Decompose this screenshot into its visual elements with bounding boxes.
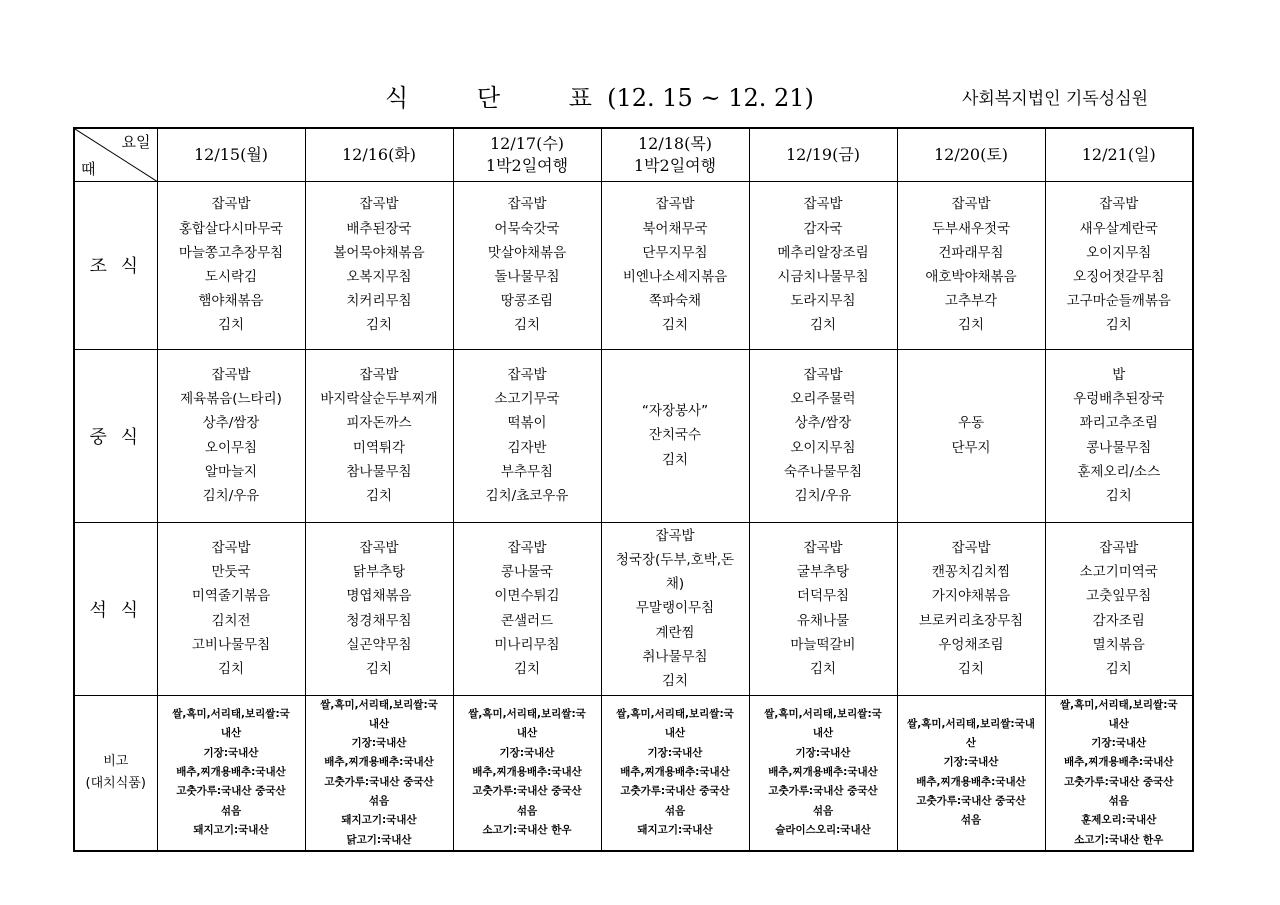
remarks-line: 섞음 [368, 794, 390, 807]
remarks-line: 쌀,흑미,서리태,보리쌀:국 [320, 698, 438, 711]
menu-item: 캔꽁치김치찜 [931, 564, 1011, 581]
menu-item: 잡곡밥 [951, 539, 991, 556]
menu-item: 김치 [661, 317, 689, 334]
menu-item: 김치 [365, 487, 393, 504]
menu-cell [897, 349, 1045, 522]
menu-item: 닭부추탕 [352, 564, 406, 581]
meal-label-dinner: 석 식 [74, 522, 157, 695]
remarks-cell [305, 695, 453, 851]
menu-item: 잡곡밥 [507, 539, 547, 556]
day-header [157, 128, 305, 181]
menu-item: 잡곡밥 [359, 539, 399, 556]
day-date: 12/17(수) [489, 133, 565, 153]
menu-item: 김치/쵸코우유 [485, 487, 569, 504]
remarks-line: 고춧가루:국내산 중국산 [324, 775, 434, 788]
menu-item: 멸치볶음 [1092, 636, 1145, 653]
menu-item: 잡곡밥 [803, 539, 843, 556]
remarks-line: 섞음 [220, 804, 242, 817]
menu-cell [157, 522, 305, 695]
remarks-row [74, 695, 1193, 851]
menu-item: 피자돈까스 [346, 415, 412, 432]
menu-item: 청경채무침 [346, 612, 412, 629]
menu-item: 무말랭이무침 [635, 600, 715, 617]
menu-cell [897, 522, 1045, 695]
remarks-line: 배추,찌개용배추:국내산 [620, 766, 730, 779]
menu-item: 어묵숙갓국 [494, 220, 560, 237]
menu-item: 청국장(두부,호박,돈 [615, 551, 735, 568]
menu-item: 잡곡밥 [803, 366, 843, 383]
remarks-line: 배추,찌개용배추:국내산 [472, 766, 582, 779]
remarks-line: 내산 [1108, 717, 1129, 730]
menu-cell [601, 349, 749, 522]
day-header [1045, 128, 1193, 181]
menu-item: 애호박야채볶음 [925, 269, 1017, 285]
menu-item: 김치 [809, 317, 837, 334]
menu-cell [305, 181, 453, 349]
menu-item: 훈제오리/소스 [1077, 463, 1161, 480]
menu-item: 소고기무국 [494, 391, 560, 408]
organization-name: 사회복지법인 기독성심원 [962, 89, 1149, 109]
remarks-line: 배추,찌개용배추:국내산 [1063, 756, 1174, 769]
remarks-line: 쌀,흑미,서리태,보리쌀:국 [468, 708, 586, 721]
remarks-line: 기장:국내산 [203, 746, 259, 759]
menu-item: 치커리무침 [346, 293, 412, 310]
remarks-line: 기장:국내산 [795, 746, 851, 759]
corner-header-cell [74, 128, 157, 181]
menu-item: 잡곡밥 [655, 527, 695, 544]
remarks-cell [601, 695, 749, 851]
menu-item: 더덕무침 [796, 588, 850, 605]
menu-cell [453, 181, 601, 349]
menu-item: 마늘떡갈비 [790, 636, 856, 653]
remarks-line: 내산 [812, 727, 834, 740]
menu-cell [1045, 522, 1193, 695]
remarks-line: 닭고기:국내산 [346, 833, 412, 846]
menu-item: 오이지무침 [790, 439, 856, 456]
menu-item: 김치/우유 [202, 487, 260, 504]
corner-day-label: 요일 [121, 133, 151, 151]
menu-item: 이면수튀김 [494, 588, 560, 605]
remarks-line: 고춧가루:국내산 중국산 [620, 785, 730, 798]
corner-meal-label: 때 [81, 159, 96, 178]
remarks-line: 산 [965, 737, 977, 750]
menu-item: 콩나물무침 [1086, 439, 1152, 456]
menu-item: 우동 [957, 415, 985, 432]
menu-cell [601, 522, 749, 695]
menu-item: 도시락김 [204, 269, 258, 285]
menu-item: 시금치나물무침 [777, 269, 869, 285]
menu-item: 볼어묵야채볶음 [333, 244, 425, 261]
menu-item: 잡곡밥 [359, 196, 399, 213]
menu-cell [453, 522, 601, 695]
menu-item: 오리주물럭 [790, 391, 856, 408]
menu-item: 잡곡밥 [1099, 196, 1139, 213]
menu-cell [453, 349, 601, 522]
remarks-cell [749, 695, 897, 851]
menu-item: 떡볶이 [507, 415, 547, 432]
remarks-label-cell [74, 695, 157, 851]
remarks-line: 배추,찌개용배추:국내산 [324, 756, 434, 769]
day-note: 1박2일여행 [633, 155, 717, 175]
remarks-line: 쌀,흑미,서리태,보리쌀:국 [172, 708, 290, 721]
day-header [453, 128, 601, 181]
menu-item: 브로커리초장무침 [918, 612, 1024, 629]
menu-item: 잡곡밥 [359, 366, 399, 383]
menu-item: 김치 [957, 660, 985, 677]
menu-item: 김치 [513, 660, 541, 677]
remarks-line: 배추,찌개용배추:국내산 [916, 775, 1026, 788]
meal-row [74, 522, 1193, 695]
menu-item: 미역줄기볶음 [191, 588, 271, 605]
menu-item: 김치 [809, 660, 837, 677]
menu-cell [305, 522, 453, 695]
day-header [601, 128, 749, 181]
menu-item: 오징어젓갈무침 [1073, 269, 1165, 285]
meal-row [74, 349, 1193, 522]
menu-item: 홍합살다시마무국 [178, 220, 284, 237]
menu-item: 김치 [365, 660, 393, 677]
menu-item: 돌나물무침 [494, 269, 560, 285]
menu-item: 제육볶음(느타리) [180, 391, 282, 408]
menu-item: 햄야채볶음 [198, 293, 264, 310]
menu-item: 김치 [217, 317, 245, 334]
menu-item: 잡곡밥 [803, 196, 843, 213]
menu-item: 잡곡밥 [211, 196, 251, 213]
remarks-line: 기장:국내산 [1091, 737, 1147, 750]
meal-row [74, 181, 1193, 349]
menu-item: 잔치국수 [648, 427, 702, 444]
menu-item: 김치 [661, 451, 689, 468]
remarks-line: 기장:국내산 [499, 746, 555, 759]
menu-item: 건파래무침 [938, 244, 1004, 261]
remarks-cell [157, 695, 305, 851]
remarks-line: 섞음 [1108, 794, 1129, 807]
meal-plan-table [73, 127, 1194, 852]
remarks-line: 고춧가루:국내산 중국산 [176, 785, 286, 798]
menu-item: 김치 [513, 317, 541, 334]
remarks-cell [1045, 695, 1193, 851]
page-title-bar [0, 78, 1280, 114]
menu-cell [157, 349, 305, 522]
remarks-line: 쌀,흑미,서리태,보리쌀:국 [764, 708, 882, 721]
remarks-line: 슬라이스오리:국내산 [775, 823, 871, 836]
menu-item: 알마늘지 [204, 463, 258, 480]
menu-item: 김치 [661, 673, 689, 689]
menu-item: 두부새우젓국 [931, 220, 1011, 237]
remarks-line: 내산 [516, 727, 538, 740]
remarks-line: 고춧가루:국내산 중국산 [916, 794, 1026, 807]
menu-item: 김치 [365, 317, 393, 334]
remarks-line: 고춧가루:국내산 중국산 [1064, 775, 1174, 788]
menu-item: 소고기미역국 [1079, 564, 1158, 581]
day-date: 12/21(일) [1081, 144, 1156, 164]
remarks-line: 내산 [220, 727, 242, 740]
remarks-line: 고춧가루:국내산 중국산 [768, 785, 878, 798]
menu-item: 도라지무침 [790, 293, 856, 310]
menu-item: 우렁배추된장국 [1073, 391, 1165, 408]
day-date: 12/18(목) [637, 133, 713, 153]
remarks-line: 섞음 [960, 814, 982, 827]
menu-item: 숙주나물무침 [783, 463, 863, 480]
remarks-line: 돼지고기:국내산 [193, 823, 269, 836]
remarks-line: 기장:국내산 [943, 756, 999, 769]
menu-item: 굴부추탕 [796, 564, 850, 581]
meal-label-breakfast: 조 식 [74, 181, 157, 349]
remarks-line: 돼지고기:국내산 [341, 814, 417, 827]
remarks-label: 비고 [103, 753, 129, 769]
menu-item: 계란찜 [655, 624, 695, 641]
menu-item: 메추리알장조림 [777, 244, 869, 261]
meal-label-lunch: 중 식 [74, 349, 157, 522]
menu-item: 꽈리고추조림 [1079, 415, 1158, 432]
remarks-line: 돼지고기:국내산 [637, 823, 713, 836]
remarks-cell [453, 695, 601, 851]
remarks-line: 배추,찌개용배추:국내산 [768, 766, 878, 779]
menu-item: 채) [665, 576, 685, 593]
menu-item: 고추부각 [944, 293, 998, 310]
menu-cell [601, 181, 749, 349]
header-row [74, 128, 1193, 181]
menu-item: 김치 [1105, 487, 1132, 504]
menu-item: 감자조림 [1092, 612, 1145, 629]
menu-item: 맛살야채볶음 [487, 244, 567, 261]
menu-item: 감자국 [803, 220, 843, 237]
remarks-line: 배추,찌개용배추:국내산 [176, 766, 286, 779]
menu-item: 잡곡밥 [507, 196, 547, 213]
menu-item: 북어채무국 [642, 220, 708, 237]
menu-item: 김치 [217, 660, 245, 677]
remarks-line: 섞음 [516, 804, 538, 817]
menu-item: 잡곡밥 [211, 539, 251, 556]
menu-item: 고비나물무침 [191, 636, 271, 653]
menu-cell [749, 349, 897, 522]
menu-item: 콩나물국 [500, 564, 554, 581]
menu-item: 유채나물 [796, 612, 850, 629]
menu-cell [897, 181, 1045, 349]
menu-item: 김치 [957, 317, 985, 334]
day-date: 12/20(토) [933, 144, 1009, 164]
menu-item: 실곤약무침 [346, 636, 412, 653]
menu-item: 부추무침 [500, 463, 554, 480]
menu-item: 김치 [1105, 317, 1132, 334]
menu-item: 오복지무침 [346, 269, 412, 285]
menu-item: 상추/쌈장 [794, 415, 852, 432]
day-date: 12/15(월) [193, 144, 269, 164]
menu-item: 땅콩조림 [500, 293, 554, 310]
menu-item: 잡곡밥 [211, 366, 251, 383]
day-date: 12/16(화) [341, 144, 417, 164]
menu-item: 고춧잎무침 [1086, 588, 1152, 605]
menu-item: “자장봉사” [641, 403, 709, 420]
menu-item: 김치전 [211, 612, 251, 629]
menu-item: 만둣국 [211, 564, 251, 581]
menu-cell [749, 181, 897, 349]
remarks-line: 쌀,흑미,서리태,보리쌀:국 [616, 708, 734, 721]
menu-item: 잡곡밥 [1099, 539, 1139, 556]
menu-item: 가지야채볶음 [931, 588, 1011, 605]
menu-item: 잡곡밥 [655, 196, 695, 213]
menu-item: 명엽채볶음 [346, 588, 412, 605]
remarks-line: 기장:국내산 [647, 746, 703, 759]
menu-item: 잡곡밥 [951, 196, 991, 213]
remarks-line: 내산 [664, 727, 686, 740]
menu-item: 새우살계란국 [1079, 220, 1158, 237]
page-title: 식 단 표 (12. 15 ~ 12. 21) [385, 84, 814, 112]
day-header [897, 128, 1045, 181]
remarks-line: 쌀,흑미,서리태,보리쌀:국 [1059, 698, 1178, 711]
remarks-line: 쌀,흑미,서리태,보리쌀:국내 [907, 717, 1035, 730]
day-header [749, 128, 897, 181]
menu-item: 밥 [1112, 366, 1126, 383]
menu-item: 단무지 [951, 439, 991, 456]
day-date: 12/19(금) [785, 144, 861, 164]
menu-item: 김자반 [507, 439, 547, 456]
menu-item: 김치 [1105, 660, 1132, 677]
menu-item: 배추된장국 [346, 220, 412, 237]
menu-item: 우엉채조림 [938, 636, 1004, 653]
menu-item: 바지락살순두부찌개 [320, 391, 438, 408]
menu-item: 미역튀각 [352, 439, 406, 456]
remarks-sublabel: (대치식품) [85, 775, 146, 791]
menu-item: 마늘쫑고추장무침 [178, 244, 284, 261]
menu-item: 미나리무침 [494, 636, 560, 653]
remarks-line: 내산 [368, 717, 390, 730]
remarks-line: 섞음 [812, 804, 834, 817]
day-header [305, 128, 453, 181]
menu-item: 고구마순들깨볶음 [1066, 293, 1171, 310]
menu-cell [1045, 349, 1193, 522]
menu-item: 쪽파숙채 [648, 293, 702, 310]
menu-item: 오이지무침 [1086, 244, 1152, 261]
menu-item: 참나물무침 [346, 463, 412, 480]
remarks-line: 소고기:국내산 한우 [1074, 833, 1164, 846]
menu-item: 잡곡밥 [507, 366, 547, 383]
menu-cell [1045, 181, 1193, 349]
remarks-line: 섞음 [664, 804, 686, 817]
remarks-line: 소고기:국내산 한우 [482, 823, 572, 836]
remarks-cell [897, 695, 1045, 851]
menu-item: 오이무침 [204, 439, 258, 456]
menu-item: 김치/우유 [794, 487, 852, 504]
menu-cell [749, 522, 897, 695]
remarks-line: 고춧가루:국내산 중국산 [472, 785, 582, 798]
menu-item: 비엔나소세지볶음 [622, 269, 728, 285]
menu-cell [157, 181, 305, 349]
menu-item: 상추/쌈장 [202, 415, 260, 432]
day-note: 1박2일여행 [485, 155, 569, 175]
remarks-line: 훈제오리:국내산 [1081, 814, 1157, 827]
menu-item: 취나물무침 [642, 648, 708, 665]
menu-item: 콘샐러드 [500, 612, 554, 629]
menu-cell [305, 349, 453, 522]
remarks-line: 기장:국내산 [351, 737, 407, 750]
menu-item: 단무지무침 [642, 244, 708, 261]
